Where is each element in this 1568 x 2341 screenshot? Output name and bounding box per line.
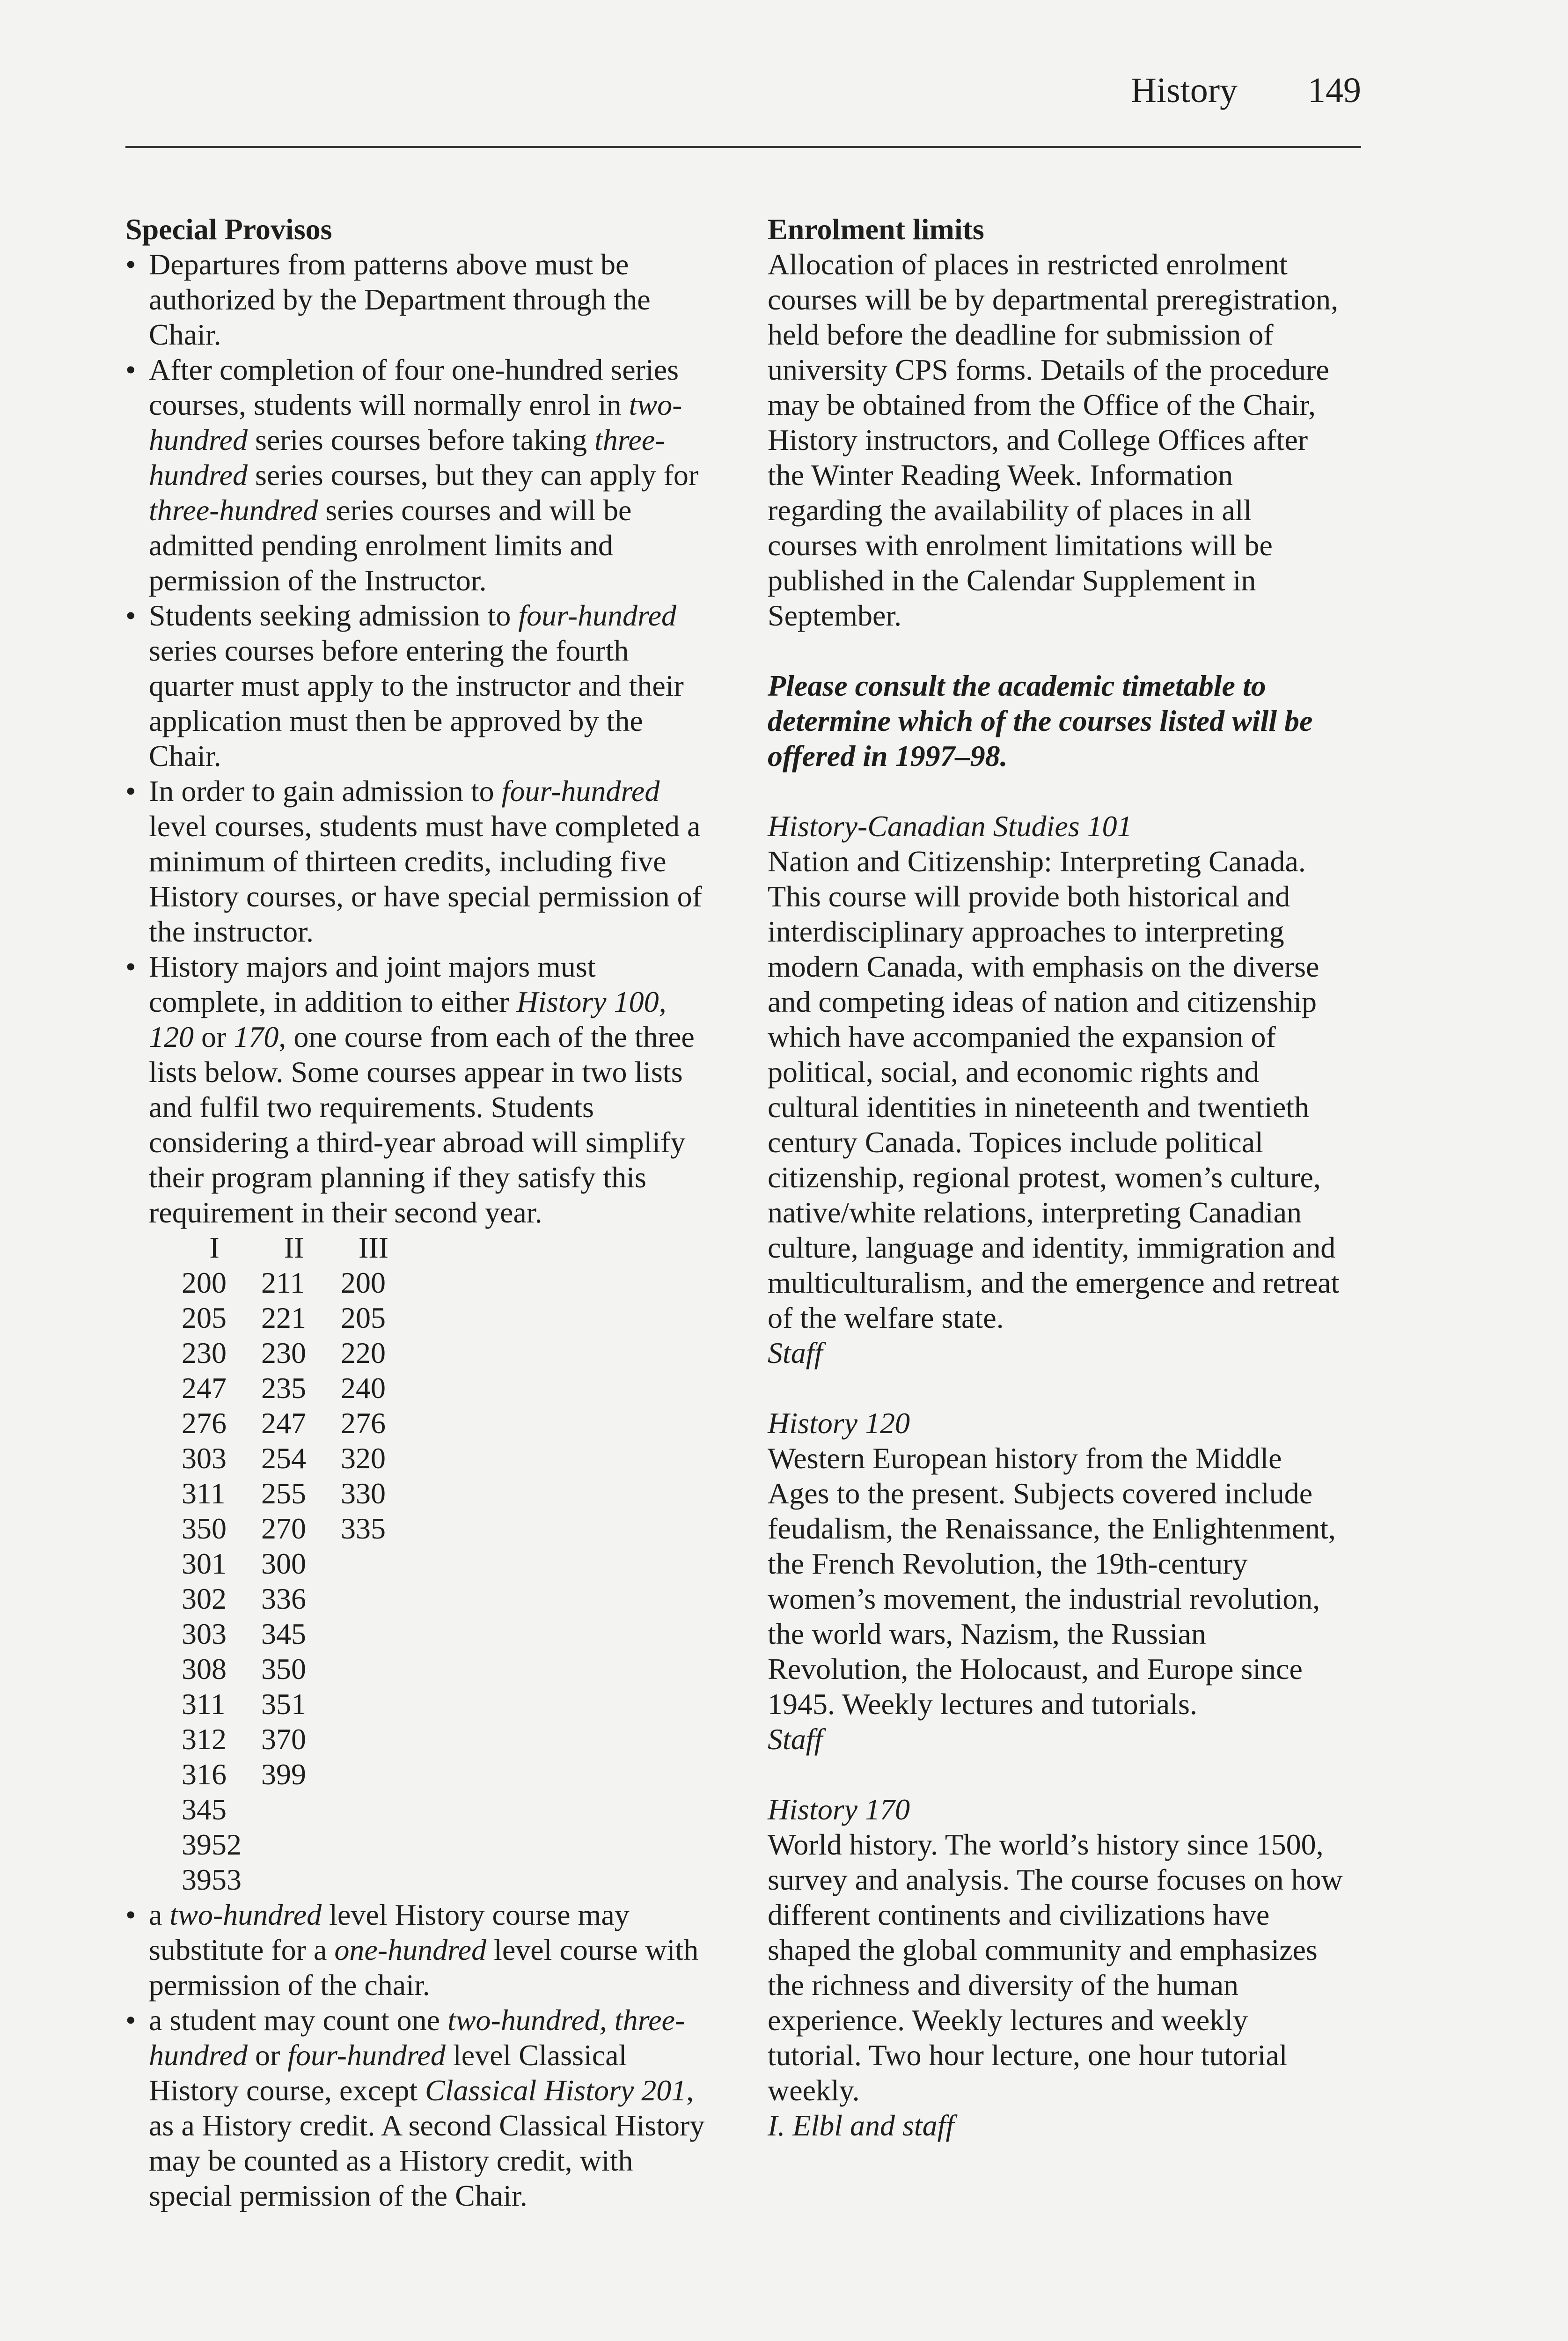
course-number-cell	[327, 1686, 406, 1722]
table-row	[182, 1581, 406, 1616]
course-number-cell: 370	[261, 1723, 306, 1756]
course-number-cell: 235	[261, 1371, 306, 1405]
proviso-emphasis: four-hundred	[287, 2039, 446, 2072]
proviso-text: series courses and will be admitted pending enrolment limits and permission of the Instructor.	[149, 493, 632, 597]
proviso-text: , one course from each of the three lists below. Some courses appear in two lists and fulfil two requirements. Students considering a third-year abroad will simplify their program planning if they satisfy this requirement in their second year.	[149, 1020, 695, 1229]
table-row	[182, 1370, 406, 1406]
course-number-cell: 221	[261, 1301, 306, 1334]
left-column	[125, 212, 706, 2213]
course-number-cell	[327, 1827, 406, 1862]
proviso-item	[125, 2002, 706, 2213]
enrolment-limits-heading: Enrolment limits	[768, 213, 984, 246]
provisos-list-continued	[125, 1897, 706, 2213]
proviso-emphasis: two-hundred	[169, 1898, 322, 1931]
proviso-text: Departures from patterns above must be authorized by the Department through the Chair.	[149, 248, 651, 351]
course-number-cell	[247, 1862, 327, 1897]
proviso-text: In order to gain admission to	[149, 774, 502, 808]
bullet-icon: •	[125, 599, 136, 632]
proviso-emphasis: 170	[234, 1020, 279, 1053]
course-number-cell: 336	[261, 1582, 306, 1615]
course-description: World history. The world’s history since 1500, survey and analysis. The course focuses on how different continents and civilizations have shaped the global community and emphasizes the richness and diversity of the human experience. Weekly lectures and weekly tutorial. Two hour lecture, one hour tutorial weekly.	[768, 1828, 1343, 2107]
proviso-item	[125, 598, 706, 773]
proviso-text: or	[247, 2039, 288, 2072]
course-number-cell	[247, 1792, 327, 1827]
course-number-cell: 270	[261, 1512, 306, 1545]
course-number-cell	[327, 1722, 406, 1757]
provisos-list	[125, 247, 706, 1230]
course-number-cell: 308	[182, 1652, 227, 1686]
proviso-text: series courses, but they can apply for	[247, 458, 699, 492]
course-number-cell: 205	[182, 1301, 227, 1334]
enrolment-limits-section	[768, 212, 1348, 633]
header-rule	[125, 146, 1361, 148]
course-number-cell	[327, 1757, 406, 1792]
proviso-text: History majors and joint majors must complete, in addition to either	[149, 950, 596, 1018]
course-number-cell	[327, 1616, 406, 1651]
course-number-cell: 230	[182, 1336, 227, 1369]
course-instructor: Staff	[768, 1336, 823, 1369]
course-number-cell: 300	[261, 1547, 306, 1580]
course-title: History-Canadian Studies 101	[768, 810, 1132, 843]
proviso-text: Students seeking admission to	[149, 599, 519, 632]
enrolment-limits-text: Allocation of places in restricted enrolment courses will be by departmental preregistration, held before the deadline for submission of university CPS forms. Details of the procedure may be obtained from the Office of the Chair, History instructors, and College Offices after the Winter Reading Week. Information regarding the availability of places in all courses with enrolment limitations will be published in the Calendar Supplement in September.	[768, 248, 1339, 632]
course-title: History 170	[768, 1793, 910, 1826]
proviso-item	[125, 1897, 706, 2002]
timetable-notice: Please consult the academic timetable to determine which of the courses listed will be offered in 1997–98.	[768, 669, 1313, 773]
course-number-cell	[327, 1581, 406, 1616]
proviso-text: level History course may substitute for a	[149, 1898, 630, 1966]
course-number-cell	[247, 1827, 327, 1862]
proviso-text: a	[149, 1898, 170, 1931]
table-row	[182, 1722, 406, 1757]
course-entry	[768, 1406, 1348, 1757]
special-provisos-heading: Special Provisos	[125, 213, 332, 246]
course-number-cell: 247	[261, 1406, 306, 1440]
proviso-text: series courses before entering the fourth quarter must apply to the instructor and their application must then be approved by the Chair.	[149, 634, 684, 773]
course-number-cell	[327, 1651, 406, 1686]
proviso-emphasis: four-hundred	[501, 774, 660, 808]
table-row	[182, 1441, 406, 1476]
table-row	[182, 1862, 406, 1897]
bullet-icon: •	[125, 248, 136, 281]
course-number-cell: 345	[182, 1793, 227, 1826]
proviso-item	[125, 773, 706, 949]
proviso-item	[125, 949, 706, 1230]
course-number-cell: 330	[341, 1477, 386, 1510]
proviso-text: level Classical History course, except	[149, 2039, 627, 2107]
course-number-cell: 3952	[182, 1828, 242, 1861]
table-row	[182, 1827, 406, 1862]
table-row	[182, 1546, 406, 1581]
course-number-cell: 312	[182, 1723, 227, 1756]
bullet-icon: •	[125, 353, 136, 386]
course-number-cell: 301	[182, 1547, 227, 1580]
course-number-cell	[327, 1862, 406, 1897]
course-number-cell: 335	[341, 1512, 386, 1545]
proviso-text: level courses, students must have completed a minimum of thirteen credits, including five History courses, or have special permission of the instructor.	[149, 810, 702, 948]
course-number-cell: 350	[261, 1652, 306, 1686]
course-number-cell: 205	[341, 1301, 386, 1334]
proviso-emphasis: three-hundred	[149, 423, 665, 492]
course-number-cell: 303	[182, 1442, 227, 1475]
bullet-icon: •	[125, 950, 136, 983]
course-number-cell: 345	[261, 1617, 306, 1650]
course-instructor: I. Elbl and staff	[768, 2109, 954, 2142]
table-row	[182, 1616, 406, 1651]
proviso-emphasis: two-hundred	[149, 388, 682, 456]
proviso-text: , as a History credit. A second Classical History may be counted as a History credit, with special permission of the Chair.	[149, 2074, 705, 2212]
proviso-text: or	[194, 1020, 234, 1053]
course-number-cell: 200	[182, 1266, 227, 1299]
course-number-cell: 311	[182, 1687, 226, 1721]
course-number-cell: 303	[182, 1617, 227, 1650]
proviso-text: After completion of four one-hundred series courses, students will normally enrol in	[149, 353, 679, 421]
course-number-cell	[327, 1792, 406, 1827]
course-number-cell: 255	[261, 1477, 306, 1510]
proviso-text: level course with permission of the chair.	[149, 1933, 699, 2002]
table-row	[182, 1300, 406, 1335]
proviso-emphasis: three-hundred	[149, 493, 318, 527]
table-row	[182, 1686, 406, 1722]
course-number-cell: 200	[341, 1266, 386, 1299]
course-number-cell: 211	[261, 1266, 305, 1299]
timetable-notice-block	[768, 668, 1348, 773]
course-lists-table	[182, 1230, 406, 1897]
course-number-cell: 230	[261, 1336, 306, 1369]
course-description: Western European history from the Middle Ages to the present. Subjects covered include feudalism, the Renaissance, the Enlightenment, the French Revolution, the 19th-century women’s movement, the industrial revolution, the world wars, Nazism, the Russian Revolution, the Holocaust, and Europe since 1945. Weekly lectures and tutorials.	[768, 1442, 1336, 1721]
course-entry	[768, 1792, 1348, 2143]
list-header-i: I	[209, 1231, 220, 1264]
bullet-icon: •	[125, 1898, 136, 1931]
proviso-text: series courses before taking	[247, 423, 594, 456]
course-number-cell: 350	[182, 1512, 227, 1545]
proviso-item	[125, 247, 706, 352]
course-description: Nation and Citizenship: Interpreting Canada. This course will provide both historical and interdisciplinary approaches to interpreting modern Canada, with emphasis on the diverse and competing ideas of nation and citizenship which have accompanied the expansion of political, social, and economic rights and cultural identities in nineteenth and twentieth century Canada. Topices include political citizenship, regional protest, women’s culture, native/white relations, interpreting Canadian culture, language and identity, immigration and multiculturalism, and the emergence and retreat of the welfare state.	[768, 845, 1340, 1334]
course-number-cell: 399	[261, 1758, 306, 1791]
table-row	[182, 1476, 406, 1511]
course-number-cell: 320	[341, 1442, 386, 1475]
course-number-cell: 220	[341, 1336, 386, 1369]
list-header-ii: II	[284, 1231, 304, 1264]
course-number-cell: 276	[182, 1406, 227, 1440]
course-number-cell: 240	[341, 1371, 386, 1405]
course-number-cell	[327, 1546, 406, 1581]
course-instructor: Staff	[768, 1723, 823, 1756]
section-title: History	[1131, 71, 1238, 110]
table-row	[182, 1792, 406, 1827]
bullet-icon: •	[125, 2003, 136, 2037]
table-row	[182, 1651, 406, 1686]
course-entry	[768, 809, 1348, 1370]
proviso-item	[125, 352, 706, 598]
proviso-emphasis: one-hundred	[334, 1933, 487, 1966]
table-row	[182, 1265, 406, 1300]
proviso-emphasis: four-hundred	[518, 599, 676, 632]
proviso-emphasis: History 100, 120	[149, 985, 667, 1053]
table-row	[182, 1757, 406, 1792]
course-number-cell: 311	[182, 1477, 226, 1510]
table-row	[182, 1511, 406, 1546]
course-number-cell: 254	[261, 1442, 306, 1475]
table-row	[182, 1335, 406, 1370]
course-title: History 120	[768, 1406, 910, 1440]
course-number-cell: 276	[341, 1406, 386, 1440]
course-number-cell: 3953	[182, 1863, 242, 1896]
course-number-cell: 302	[182, 1582, 227, 1615]
proviso-emphasis: Classical History 201	[425, 2074, 687, 2107]
proviso-emphasis: two-hundred, three-hundred	[149, 2003, 685, 2072]
course-number-cell: 316	[182, 1758, 227, 1791]
running-head	[125, 65, 1361, 116]
table-row	[182, 1406, 406, 1441]
page-number: 149	[1308, 71, 1361, 110]
course-number-cell: 351	[261, 1687, 306, 1721]
bullet-icon: •	[125, 774, 136, 808]
table-header-row	[182, 1230, 406, 1265]
course-number-cell: 247	[182, 1371, 227, 1405]
proviso-text: a student may count one	[149, 2003, 448, 2037]
list-header-iii: III	[359, 1231, 388, 1264]
right-column	[768, 212, 1348, 2178]
